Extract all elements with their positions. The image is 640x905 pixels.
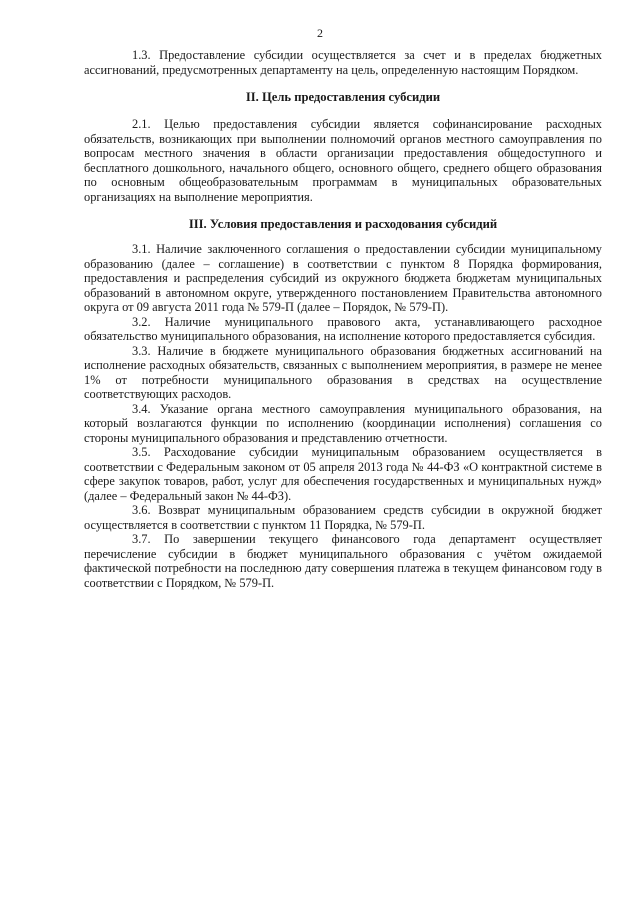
clause-3-4: 3.4. Указание органа местного самоуправления муниципального образования, на который возлагаются функции по исполнению (координации исполнения) соглашения со стороны муниципального образования и представлению отчетности. <box>84 401 602 445</box>
clause-3-1: 3.1. Наличие заключенного соглашения о предоставлении субсидии муниципальному образованию (далее – соглашение) в соответствии с пунктом 8 Порядка формирования, предоставления и распределения субсидий из окружного бюджета бюджетам муниципальных образований в автономном округе, утвержденного постановлением Правительства автономного округа от 09 августа 2011 года № 579-П (далее – Порядок, № 579-П). <box>84 242 602 314</box>
document-body <box>84 48 602 590</box>
clause-3-6: 3.6. Возврат муниципальным образованием средств субсидии в окружной бюджет осуществляется в соответствии с пунктом 11 Порядка, № 579-П. <box>84 503 602 532</box>
clause-2-1: 2.1. Целью предоставления субсидии является софинансирование расходных обязательств, возникающих при выполнении полномочий органов местного самоуправления по вопросам местного значения в области организации предоставления общедоступного и бесплатного дошкольного, начального общего, основного общего, среднего общего образования по основным общеобразовательным программам в муниципальных образовательных организациях на выполнение мероприятия. <box>84 117 602 204</box>
section-2-heading: II. Цель предоставления субсидии <box>245 90 441 104</box>
clause-1-3: 1.3. Предоставление субсидии осуществляется за счет и в пределах бюджетных ассигнований, предусмотренных департаменту на цель, определенную настоящим Порядком. <box>84 48 602 77</box>
section-3-heading: III. Условия предоставления и расходования субсидий <box>188 217 498 231</box>
clause-3-3: 3.3. Наличие в бюджете муниципального образования бюджетных ассигнований на исполнение расходных обязательств, связанных с выполнением мероприятия, в размере не менее 1% от потребности муниципального образования в средствах на осуществление соответствующих расходов. <box>84 343 602 401</box>
clause-3-7: 3.7. По завершении текущего финансового года департамент осуществляет перечисление субсидии в бюджет муниципального образования с учётом ожидаемой фактической потребности на последнюю дату совершения платежа в текущем финансовом году в соответствии с Порядком, № 579-П. <box>84 532 602 590</box>
page-number: 2 <box>317 26 323 40</box>
clause-3-2: 3.2. Наличие муниципального правового акта, устанавливающего расходное обязательство муниципального образования, на исполнение которого предоставляется субсидия. <box>84 314 602 343</box>
clause-3-5: 3.5. Расходование субсидии муниципальным образованием осуществляется в соответствии с Федеральным законом от 05 апреля 2013 года № 44-ФЗ «О контрактной системе в сфере закупок товаров, работ, услуг для обеспечения государственных и муниципальных нужд» (далее – Федеральный закон № 44-ФЗ). <box>84 445 602 503</box>
